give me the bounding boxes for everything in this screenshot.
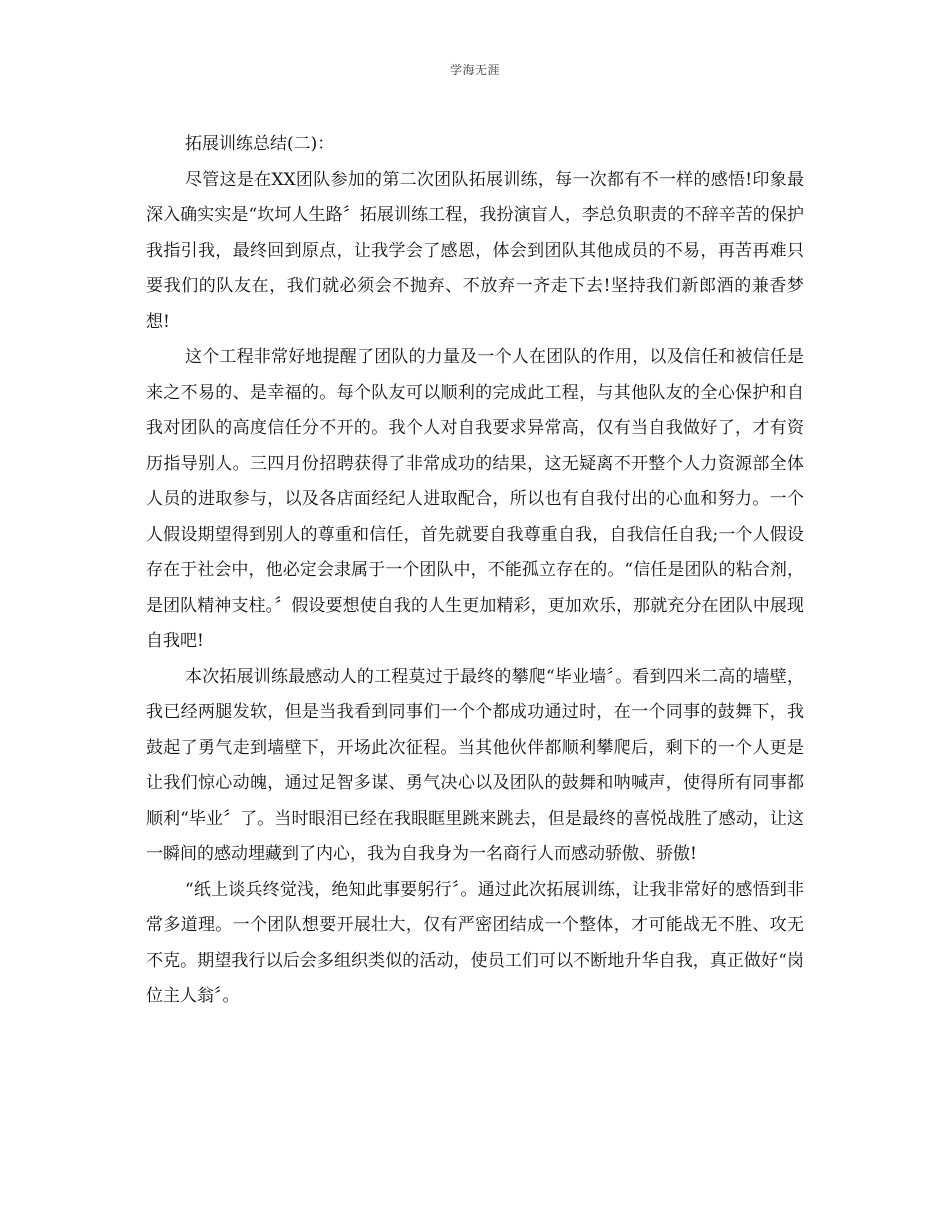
paragraph-2: 这个工程非常好地提醒了团队的力量及一个人在团队的作用，以及信任和被信任是来之不易的、是幸福的。每个队友可以顺利的完成此工程，与其他队友的全心保护和自我对团队的高度信任分不开的。我个人对自我要求异常高，仅有当自我做好了，才有资历指导别人。三四月份招聘获得了非常成功的结果，这无疑离不开整个人力资源部全体人员的进取参与，以及各店面经纪人进取配合，所以也有自我付出的心血和努力。一个人假设期望得到别人的尊重和信任，首先就要自我尊重自我，自我信任自我;一个人假设存在于社会中，他必定会隶属于一个团队中，不能孤立存在的。“信任是团队的粘合剂，是团队精神支柱。〞假设要想使自我的人生更加精彩，更加欢乐，那就充分在团队中展现自我吧! xyxy=(146,347,804,651)
paragraph-1: 尽管这是在XX团队参加的第二次团队拓展训练，每一次都有不一样的感悟!印象最深入确实实是“坎坷人生路〞拓展训练工程，我扮演盲人，李总负职责的不辞辛苦的保护我指引我，最终回到原点，让我学会了感恩，体会到团队其他成员的不易，再苦再难只要我们的队友在，我们就必须会不抛弃、不放弃一齐走下去!坚持我们新郎酒的兼香梦想! xyxy=(146,169,804,332)
page-header: 学海无涯 xyxy=(449,63,500,77)
paragraph-4: “纸上谈兵终觉浅，绝知此事要躬行〞。通过此次拓展训练，让我非常好的感悟到非常多道理。一个团队想要开展壮大，仅有严密团结成一个整体，才可能战无不胜、攻无不克。期望我行以后会多组织类似的活动，使员工们可以不断地升华自我，真正做好“岗位主人翁〞。 xyxy=(146,879,804,1006)
paragraph-3: 本次拓展训练最感动人的工程莫过于最终的攀爬“毕业墙〞。看到四米二高的墙壁，我已经两腿发软，但是当我看到同事们一个个都成功通过时，在一个同事的鼓舞下，我鼓起了勇气走到墙壁下，开场此次征程。当其他伙伴都顺利攀爬后，剩下的一个人更是让我们惊心动魄，通过足智多谋、勇气决心以及团队的鼓舞和呐喊声，使得所有同事都顺利“毕业〞了。当时眼泪已经在我眼眶里跳来跳去，但是最终的喜悦战胜了感动，让这一瞬间的感动埋藏到了内心，我为自我身为一名商行人而感动骄傲、骄傲! xyxy=(146,666,804,864)
document-body xyxy=(146,127,804,1015)
document-title: 拓展训练总结(二)： xyxy=(185,134,335,154)
